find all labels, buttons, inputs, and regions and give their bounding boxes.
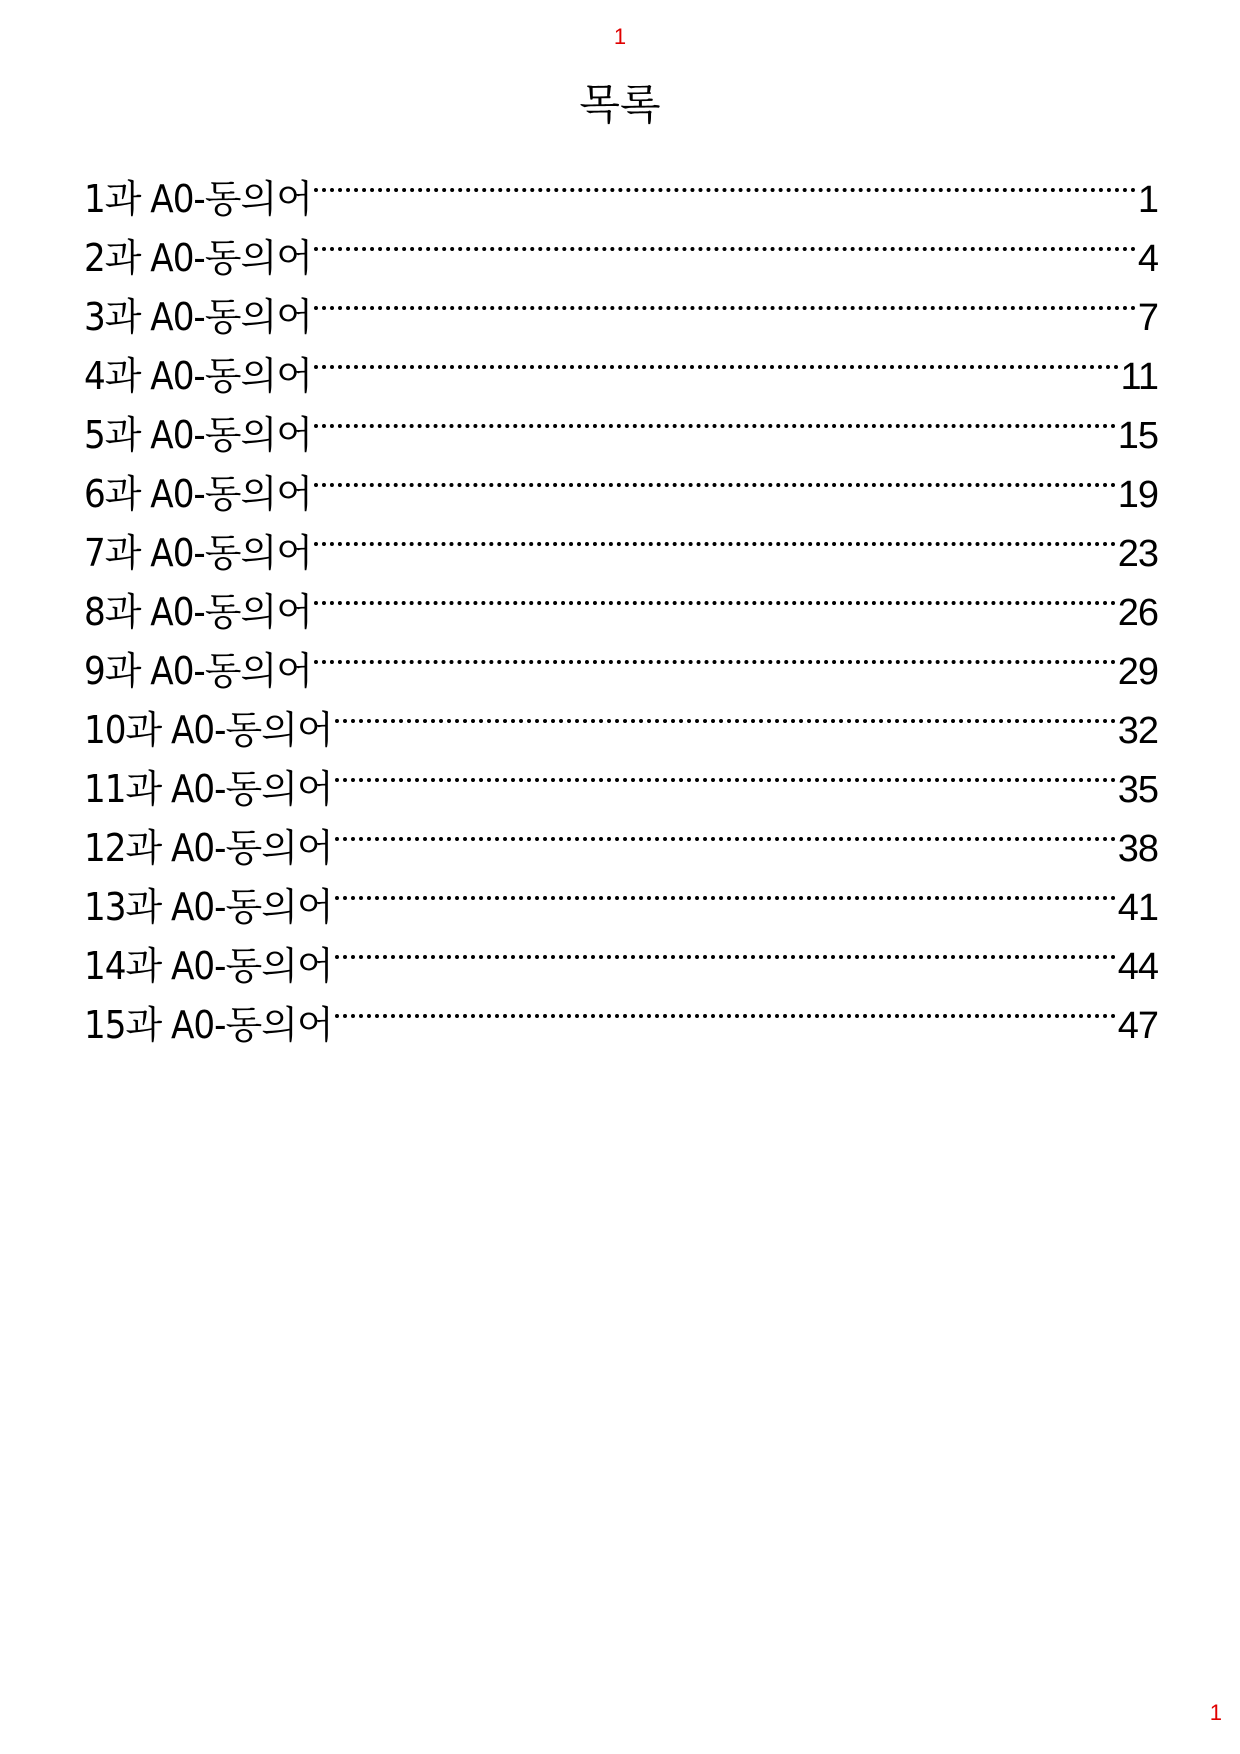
toc-leader-dots <box>314 424 1116 428</box>
toc-entry[interactable] <box>84 522 1158 581</box>
toc-leader-dots <box>335 778 1116 782</box>
toc-entry-page: 4 <box>1137 238 1158 280</box>
toc-entry-page: 47 <box>1117 1005 1158 1047</box>
toc-entry-label: 2과 A0-동의어 <box>84 236 312 280</box>
toc-entry-label: 4과 A0-동의어 <box>84 354 312 398</box>
toc-entry[interactable] <box>84 935 1158 994</box>
toc-leader-dots <box>314 188 1136 192</box>
toc-entry-page: 26 <box>1117 592 1158 634</box>
toc-leader-dots <box>314 542 1116 546</box>
toc-leader-dots <box>314 247 1136 251</box>
toc-leader-dots <box>314 660 1116 664</box>
toc-entry[interactable] <box>84 286 1158 345</box>
toc-entry-label: 14과 A0-동의어 <box>84 944 333 988</box>
toc-entry-label: 8과 A0-동의어 <box>84 590 312 634</box>
toc-entry-label: 5과 A0-동의어 <box>84 413 312 457</box>
toc-entry-page: 32 <box>1117 710 1158 752</box>
toc-entry-page: 11 <box>1120 356 1158 398</box>
toc-entry-page: 7 <box>1137 297 1158 339</box>
toc-entry-label: 7과 A0-동의어 <box>84 531 312 575</box>
toc-entry-page: 19 <box>1117 474 1158 516</box>
toc-entry-page: 23 <box>1117 533 1158 575</box>
toc-entry-label: 6과 A0-동의어 <box>84 472 312 516</box>
toc-entry-label: 13과 A0-동의어 <box>84 885 333 929</box>
toc-entry-label: 10과 A0-동의어 <box>84 708 333 752</box>
toc-leader-dots <box>314 601 1116 605</box>
toc-entry[interactable] <box>84 168 1158 227</box>
page-title: 목록 <box>579 80 661 129</box>
toc-leader-dots <box>335 955 1116 959</box>
toc-entry[interactable] <box>84 404 1158 463</box>
toc-entry[interactable] <box>84 876 1158 935</box>
toc-entry[interactable] <box>84 345 1158 404</box>
toc-entry-page: 41 <box>1117 887 1158 929</box>
toc-entry[interactable] <box>84 758 1158 817</box>
toc-entry[interactable] <box>84 699 1158 758</box>
toc-entry-label: 1과 A0-동의어 <box>84 177 312 221</box>
toc-entry-page: 15 <box>1117 415 1158 457</box>
toc-leader-dots <box>335 1014 1116 1018</box>
toc-leader-dots <box>335 719 1116 723</box>
toc-entry-label: 9과 A0-동의어 <box>84 649 312 693</box>
toc-entry-page: 35 <box>1117 769 1158 811</box>
toc-entry-page: 29 <box>1117 651 1158 693</box>
toc-entry-label: 12과 A0-동의어 <box>84 826 333 870</box>
toc-entry[interactable] <box>84 581 1158 640</box>
table-of-contents <box>84 168 1158 1053</box>
toc-entry[interactable] <box>84 227 1158 286</box>
toc-entry-page: 38 <box>1117 828 1158 870</box>
toc-entry[interactable] <box>84 463 1158 522</box>
toc-entry-label: 15과 A0-동의어 <box>84 1003 333 1047</box>
toc-entry-page: 1 <box>1137 179 1158 221</box>
toc-leader-dots <box>314 365 1119 369</box>
toc-entry-page: 44 <box>1117 946 1158 988</box>
toc-leader-dots <box>335 837 1116 841</box>
toc-leader-dots <box>314 483 1116 487</box>
toc-entry[interactable] <box>84 817 1158 876</box>
toc-entry[interactable] <box>84 640 1158 699</box>
page-number-top: 1 <box>613 24 627 49</box>
toc-entry[interactable] <box>84 994 1158 1053</box>
toc-entry-label: 11과 A0-동의어 <box>84 767 333 811</box>
toc-entry-label: 3과 A0-동의어 <box>84 295 312 339</box>
toc-leader-dots <box>335 896 1116 900</box>
toc-leader-dots <box>314 306 1136 310</box>
page-number-bottom: 1 <box>1209 1700 1222 1725</box>
